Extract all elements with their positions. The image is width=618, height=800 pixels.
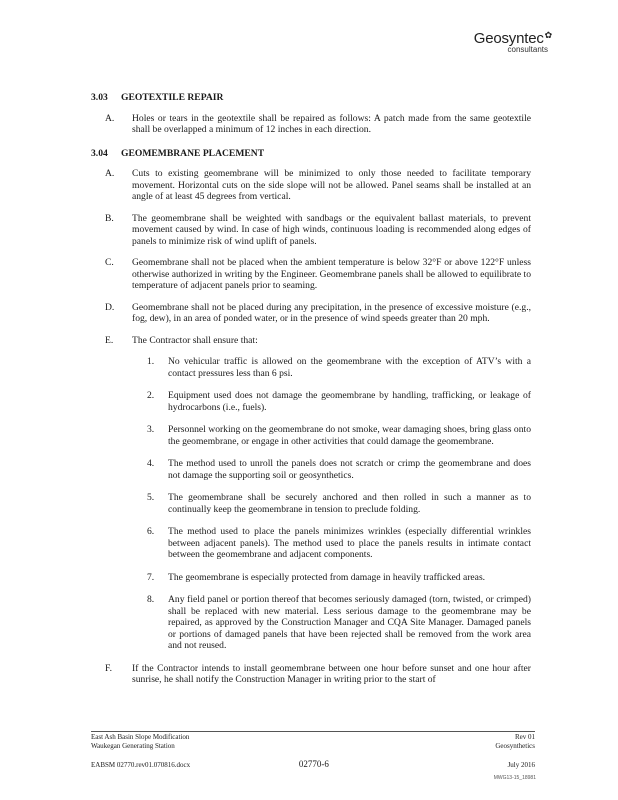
company-tagline: consultants xyxy=(507,45,548,54)
document-body xyxy=(91,92,531,686)
paragraph-303-a: A. Holes or tears in the geotextile shall be repaired as follows: A patch made from the same geotextile shall be overlapped a minimum of 12 inches in each direction. xyxy=(105,112,531,135)
footer xyxy=(91,733,535,770)
paragraph-304-e: E. The Contractor shall ensure that: xyxy=(105,334,258,346)
footer-filename: EABSM 02770.rev01.070816.docx xyxy=(91,761,191,769)
bates-stamp: MWG13-15_18981 xyxy=(493,775,536,781)
list-item-8: 8. Any field panel or portion thereof that becomes seriously damaged (torn, twisted, or crimped) shall be replaced with new material. Less serious damage to the geomembrane may be repaired, as approved by the Construction Manager and CQA Site Manager. Damaged panels or portions of damaged panels that have been rejected shall be removed from the work area and not reused. xyxy=(147,594,531,651)
page-number: 02770-6 xyxy=(298,759,329,769)
footer-project: East Ash Basin Slope Modification xyxy=(91,733,190,741)
list-item-5: 5. The geomembrane shall be securely anchored and then rolled in such a manner as to continually keep the geomembrane in tension to preclude folding. xyxy=(147,492,531,515)
footer-station: Waukegan Generating Station xyxy=(91,741,175,750)
footer-revision: Rev 01 xyxy=(514,733,535,741)
footer-section: Geosynthetics xyxy=(495,741,535,750)
list-item-3: 3. Personnel working on the geomembrane do not smoke, wear damaging shoes, bring glass onto the geomembrane, or engage in other activities that could damage the geomembrane. xyxy=(147,424,531,447)
paragraph-304-c: C. Geomembrane shall not be placed when the ambient temperature is below 32°F or above 122°F unless otherwise authorized in writing by the Engineer. Geomembrane panels shall be allowed to equilibrate to temperature of adjacent panels prior to seaming. xyxy=(105,257,531,291)
section-heading-303: 3.03 GEOTEXTILE REPAIR xyxy=(91,92,224,103)
footer-rule xyxy=(91,731,535,732)
paragraph-304-d: D. Geomembrane shall not be placed during any precipitation, in the presence of excessive moisture (e.g., fog, dew), in an area of ponded water, or in the presence of wind speeds greater than 20 mph. xyxy=(105,301,531,324)
list-item-1: 1. No vehicular traffic is allowed on the geomembrane with the exception of ATV’s with a contact pressures less than 6 psi. xyxy=(147,356,531,379)
section-heading-304: 3.04 GEOMEMBRANE PLACEMENT xyxy=(91,147,265,159)
paragraph-304-a: A. Cuts to existing geomembrane will be minimized to only those needed to facilitate temporary movement. Horizontal cuts on the side slope will not be allowed. Panel seams shall be installed at an angle of at least 45 degrees from vertical. xyxy=(105,168,531,202)
list-item-7: 7. The geomembrane is especially protected from damage in heavily trafficked areas. xyxy=(147,571,486,583)
list-item-6: 6. The method used to place the panels minimizes wrinkles (especially differential wrinkles between adjacent panels). The method used to place the panels results in intimate contact between the geomembrane and adjacent components. xyxy=(147,526,531,560)
list-item-4: 4. The method used to unroll the panels does not scratch or crimp the geomembrane and does not damage the supporting soil or geosynthetics. xyxy=(147,458,531,481)
footer-date: July 2016 xyxy=(507,761,535,769)
list-item-2: 2. Equipment used does not damage the geomembrane by handling, trafficking, or leakage of hydrocarbons (i.e., fuels). xyxy=(147,390,531,413)
logo xyxy=(474,30,552,54)
paragraph-304-f: F. If the Contractor intends to install geomembrane between one hour before sunset and one hour after sunrise, he shall notify the Construction Manager in writing prior to the start of xyxy=(105,662,531,685)
company-name: Geosyntec✿ xyxy=(473,30,552,47)
logo-flower-icon: ✿ xyxy=(544,30,552,40)
paragraph-304-b: B. The geomembrane shall be weighted with sandbags or the equivalent ballast materials, to prevent movement caused by wind. In case of high winds, continuous loading is recommended along edges of panels to minimize risk of wind uplift of panels. xyxy=(105,212,531,247)
